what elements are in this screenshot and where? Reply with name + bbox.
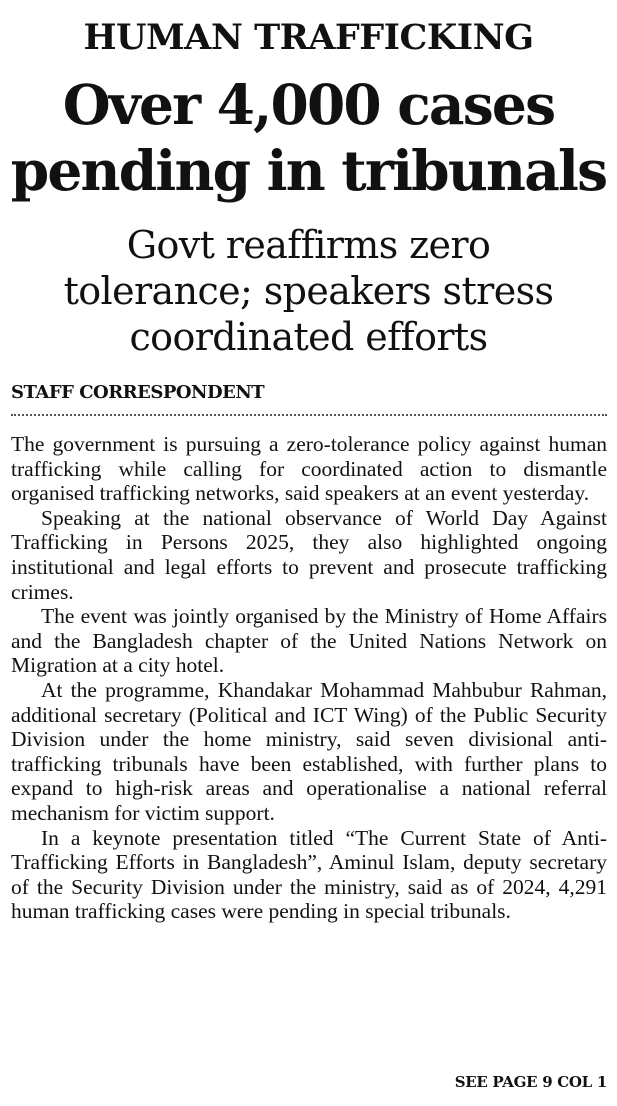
body-paragraph: In a keynote presentation titled “The Current State of Anti-Trafficking Efforts in Bangladesh”, Aminul Islam, deputy secretary of the Security Division under the ministry, said as of 2024, 4,291 human trafficking cases were pending in special tribunals. — [11, 825, 607, 924]
dotted-divider — [11, 414, 607, 416]
article-body — [11, 432, 607, 924]
headline-line-2: pending in tribunals — [10, 138, 607, 203]
subheadline-line-2: tolerance; speakers stress — [63, 269, 554, 313]
body-paragraph: At the programme, Khandakar Mohammad Mahbubur Rahman, additional secretary (Political and ICT Wing) of the Public Security Division under the home ministry, said seven divisional anti-trafficking tribunals have been established, with further plans to expand to high-risk areas and operationalise a national referral mechanism for victim support. — [11, 677, 607, 825]
subheadline — [0, 222, 617, 360]
headline-line-1: Over 4,000 cases — [62, 72, 555, 137]
byline: STAFF CORRESPONDENT — [11, 382, 265, 403]
body-paragraph: The government is pursuing a zero-tolerance policy against human trafficking while calling for coordinated action to dismantle organised trafficking networks, said speakers at an event yesterday. — [11, 432, 607, 506]
continuation-jump: SEE PAGE 9 COL 1 — [454, 1073, 607, 1091]
headline — [0, 72, 617, 204]
body-paragraph: The event was jointly organised by the Ministry of Home Affairs and the Bangladesh chapter of the United Nations Network on Migration at a city hotel. — [11, 604, 607, 678]
body-paragraph: Speaking at the national observance of World Day Against Trafficking in Persons 2025, they also highlighted ongoing institutional and legal efforts to prevent and prosecute trafficking crimes. — [11, 505, 607, 604]
subheadline-line-3: coordinated efforts — [129, 315, 488, 359]
kicker: HUMAN TRAFFICKING — [83, 17, 534, 58]
subheadline-line-1: Govt reaffirms zero — [126, 223, 491, 267]
